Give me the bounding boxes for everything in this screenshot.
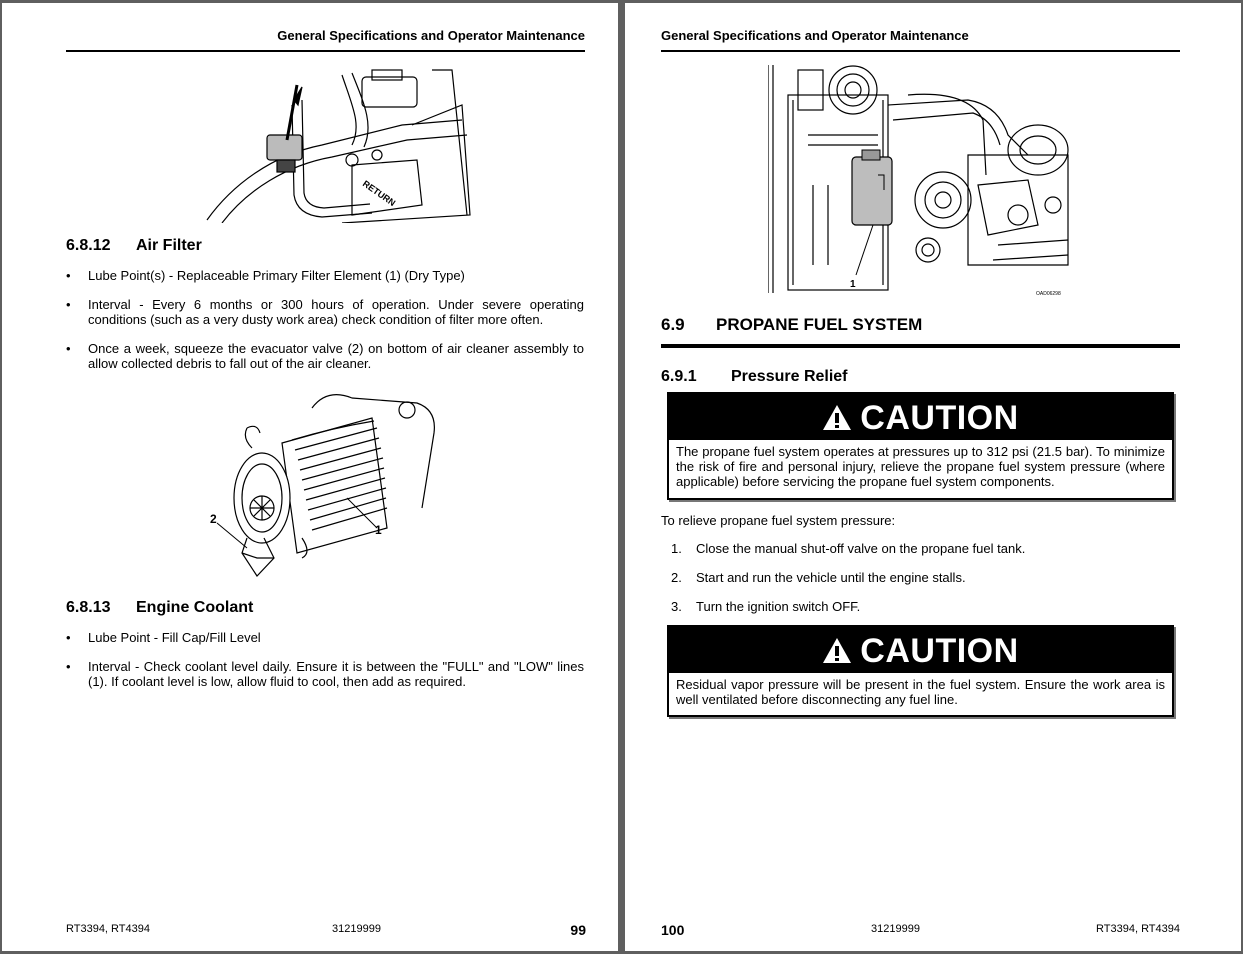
footer-doc-number: 31219999 — [332, 923, 381, 935]
page-left — [2, 3, 618, 951]
figure-code: OAD06298 — [1036, 291, 1061, 297]
callout-1: 1 — [375, 523, 382, 537]
section-number: 6.8.12 — [66, 237, 111, 254]
page-header-title: General Specifications and Operator Maintenance — [661, 28, 969, 43]
header-rule — [66, 50, 585, 52]
page-right — [625, 3, 1241, 951]
subsection-title: Pressure Relief — [731, 368, 848, 385]
fuel-line-illustration — [202, 65, 472, 223]
section-heading-propane — [661, 315, 922, 335]
section-rule — [661, 344, 1180, 348]
step-item — [661, 541, 1180, 570]
list-item: • Interval - Check coolant level daily. Ensure it is between the "FULL" and "LOW" lines (1). If coolant level is low, allow fluid to cool, then add as required. — [66, 659, 584, 689]
caution-text: Residual vapor pressure will be present in the fuel system. Ensure the work area is well ventilated before disconnecting any fuel line. — [676, 677, 1165, 707]
list-item: • Lube Point(s) - Replaceable Primary Filter Element (1) (Dry Type) — [66, 268, 584, 283]
caution-box-pressure — [667, 392, 1174, 500]
page-header-title: General Specifications and Operator Maintenance — [277, 28, 585, 43]
air-cleaner-illustration — [202, 388, 452, 583]
caution-box-residual — [667, 625, 1174, 717]
engine-propane-illustration — [768, 65, 1073, 297]
section-number: 6.9 — [661, 315, 685, 334]
caution-title: CAUTION — [860, 399, 1019, 437]
step-number: 2. — [671, 570, 682, 585]
section-number: 6.8.13 — [66, 599, 111, 616]
caution-header — [669, 394, 1172, 440]
section-heading-engine-coolant — [66, 599, 253, 617]
step-item — [661, 599, 1180, 614]
section-title: Air Filter — [136, 237, 202, 254]
figure-callout-1: 1 — [850, 279, 856, 290]
return-stamp: RETURN — [360, 178, 398, 209]
list-item: • Lube Point - Fill Cap/Fill Level — [66, 630, 584, 645]
caution-header — [669, 627, 1172, 673]
page-number: 99 — [570, 922, 586, 938]
section-heading-air-filter — [66, 237, 202, 255]
footer-model: RT3394, RT4394 — [66, 923, 150, 935]
step-number: 1. — [671, 541, 682, 556]
procedure-steps — [661, 541, 1180, 614]
list-item: • Interval - Every 6 months or 300 hours of operation. Under severe operating conditions (such as a very dusty work area) check condition of filter more often. — [66, 297, 584, 327]
page-number: 100 — [661, 922, 685, 938]
air-filter-list — [66, 268, 584, 371]
subsection-number: 6.9.1 — [661, 368, 697, 385]
engine-coolant-list — [66, 630, 584, 689]
warning-triangle-icon — [822, 404, 852, 431]
step-text: Turn the ignition switch OFF. — [696, 599, 861, 614]
section-title: PROPANE FUEL SYSTEM — [716, 315, 923, 334]
subsection-heading-pressure-relief — [661, 368, 848, 386]
list-item: • Once a week, squeeze the evacuator valve (2) on bottom of air cleaner assembly to allow collected debris to fall out of the air cleaner. — [66, 341, 584, 371]
callout-2: 2 — [210, 512, 217, 526]
warning-triangle-icon — [822, 637, 852, 664]
footer-model: RT3394, RT4394 — [1096, 923, 1180, 935]
caution-text: The propane fuel system operates at pressures up to 312 psi (21.5 bar). To minimize the risk of fire and personal injury, relieve the propane fuel system pressure (where applicable) before servicing the propane fuel system components. — [676, 444, 1165, 489]
step-text: Close the manual shut-off valve on the propane fuel tank. — [696, 541, 1026, 556]
footer-doc-number: 31219999 — [871, 923, 920, 935]
procedure-intro: To relieve propane fuel system pressure: — [661, 513, 896, 528]
step-number: 3. — [671, 599, 682, 614]
step-text: Start and run the vehicle until the engine stalls. — [696, 570, 966, 585]
section-title: Engine Coolant — [136, 599, 254, 616]
step-item — [661, 570, 1180, 599]
caution-title: CAUTION — [860, 632, 1019, 670]
header-rule — [661, 50, 1180, 52]
